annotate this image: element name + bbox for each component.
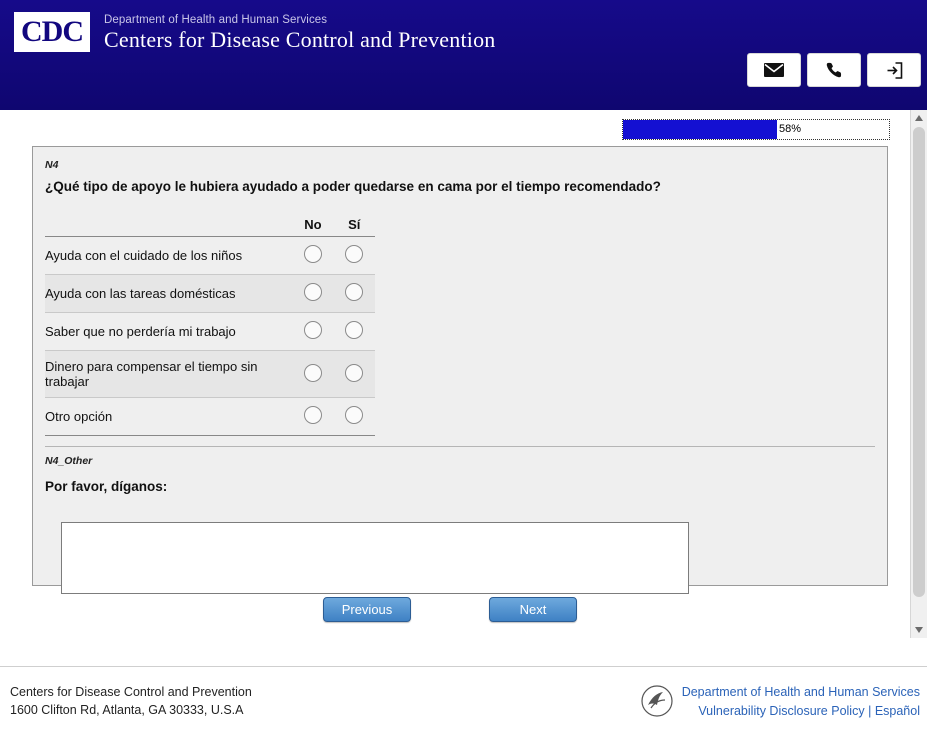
footer-link-vulnerability-disclosure[interactable]: Vulnerability Disclosure Policy (698, 704, 865, 718)
site-footer (0, 667, 927, 739)
footer-link-espanol[interactable]: Español (874, 704, 920, 718)
section-divider (45, 446, 875, 447)
mail-icon (763, 62, 785, 78)
radio-no[interactable] (304, 406, 322, 424)
radio-yes[interactable] (345, 321, 363, 339)
radio-yes[interactable] (345, 283, 363, 301)
radio-cell-no[interactable] (292, 398, 333, 436)
row-label: Otro opción (45, 398, 292, 436)
footer-link-hhs[interactable]: Department of Health and Human Services (681, 685, 920, 699)
radio-cell-yes[interactable] (334, 398, 375, 436)
column-header-no: No (304, 217, 322, 232)
answer-matrix (45, 216, 375, 436)
cdc-logo[interactable] (14, 12, 90, 52)
cdc-logo-text: CDC (21, 15, 83, 48)
row-label: Dinero para compensar el tiempo sin trabajar (45, 351, 292, 398)
survey-question-panel (32, 146, 888, 586)
scroll-up-arrow-icon[interactable] (911, 110, 927, 126)
progress-percent-label: 58% (779, 123, 802, 135)
answer-matrix-body (45, 237, 375, 436)
agency-title-block (104, 14, 495, 53)
scroll-down-arrow-icon[interactable] (911, 622, 927, 638)
phone-button[interactable] (807, 53, 861, 87)
progress-bar-fill (623, 120, 777, 139)
table-row (45, 237, 375, 275)
footer-link-separator: | (868, 704, 872, 718)
previous-button[interactable]: Previous (323, 597, 411, 622)
radio-cell-yes[interactable] (334, 275, 375, 313)
header-button-group (747, 53, 921, 87)
radio-yes[interactable] (345, 406, 363, 424)
navigation-buttons (0, 597, 900, 622)
row-label: Ayuda con las tareas domésticas (45, 275, 292, 313)
radio-cell-no[interactable] (292, 275, 333, 313)
subquestion-text: Por favor, díganos: (45, 479, 168, 494)
radio-no[interactable] (304, 245, 322, 263)
survey-page-body (0, 110, 927, 667)
footer-address-block (10, 683, 252, 719)
footer-org-name: Centers for Disease Control and Prevention (10, 685, 252, 699)
other-specify-textarea[interactable] (61, 522, 689, 594)
radio-yes[interactable] (345, 364, 363, 382)
radio-no[interactable] (304, 321, 322, 339)
radio-cell-no[interactable] (292, 237, 333, 275)
login-icon (885, 61, 904, 80)
agency-department-name: Department of Health and Human Services (104, 14, 328, 26)
row-label: Ayuda con el cuidado de los niños (45, 237, 292, 275)
next-button[interactable]: Next (489, 597, 577, 622)
question-block (33, 147, 887, 599)
question-text: ¿Qué tipo de apoyo le hubiera ayudado a poder quedarse en cama por el tiempo recomendado? (45, 179, 661, 194)
mail-button[interactable] (747, 53, 801, 87)
answer-matrix-head (45, 216, 375, 237)
scrollbar-thumb[interactable] (913, 127, 925, 597)
progress-bar (622, 119, 890, 140)
column-header-yes: Sí (348, 217, 361, 232)
radio-cell-yes[interactable] (334, 351, 375, 398)
table-row (45, 275, 375, 313)
radio-cell-yes[interactable] (334, 313, 375, 351)
table-row (45, 351, 375, 398)
hhs-seal-icon (639, 683, 675, 719)
agency-organization-name: Centers for Disease Control and Prevention (104, 27, 496, 52)
radio-no[interactable] (304, 364, 322, 382)
footer-links (682, 683, 920, 721)
answer-matrix-header-row (45, 216, 375, 237)
table-row (45, 313, 375, 351)
subquestion-code: N4_Other (45, 455, 93, 467)
radio-cell-no[interactable] (292, 313, 333, 351)
question-code: N4 (45, 159, 59, 171)
footer-address: 1600 Clifton Rd, Atlanta, GA 30333, U.S.A (10, 703, 244, 717)
radio-cell-no[interactable] (292, 351, 333, 398)
radio-cell-yes[interactable] (334, 237, 375, 275)
vertical-scrollbar[interactable] (910, 110, 927, 638)
login-button[interactable] (867, 53, 921, 87)
radio-no[interactable] (304, 283, 322, 301)
radio-yes[interactable] (345, 245, 363, 263)
site-header (0, 0, 927, 110)
table-row (45, 398, 375, 436)
phone-icon (825, 61, 843, 79)
row-label: Saber que no perdería mi trabajo (45, 313, 292, 351)
matrix-corner-cell (45, 216, 292, 237)
